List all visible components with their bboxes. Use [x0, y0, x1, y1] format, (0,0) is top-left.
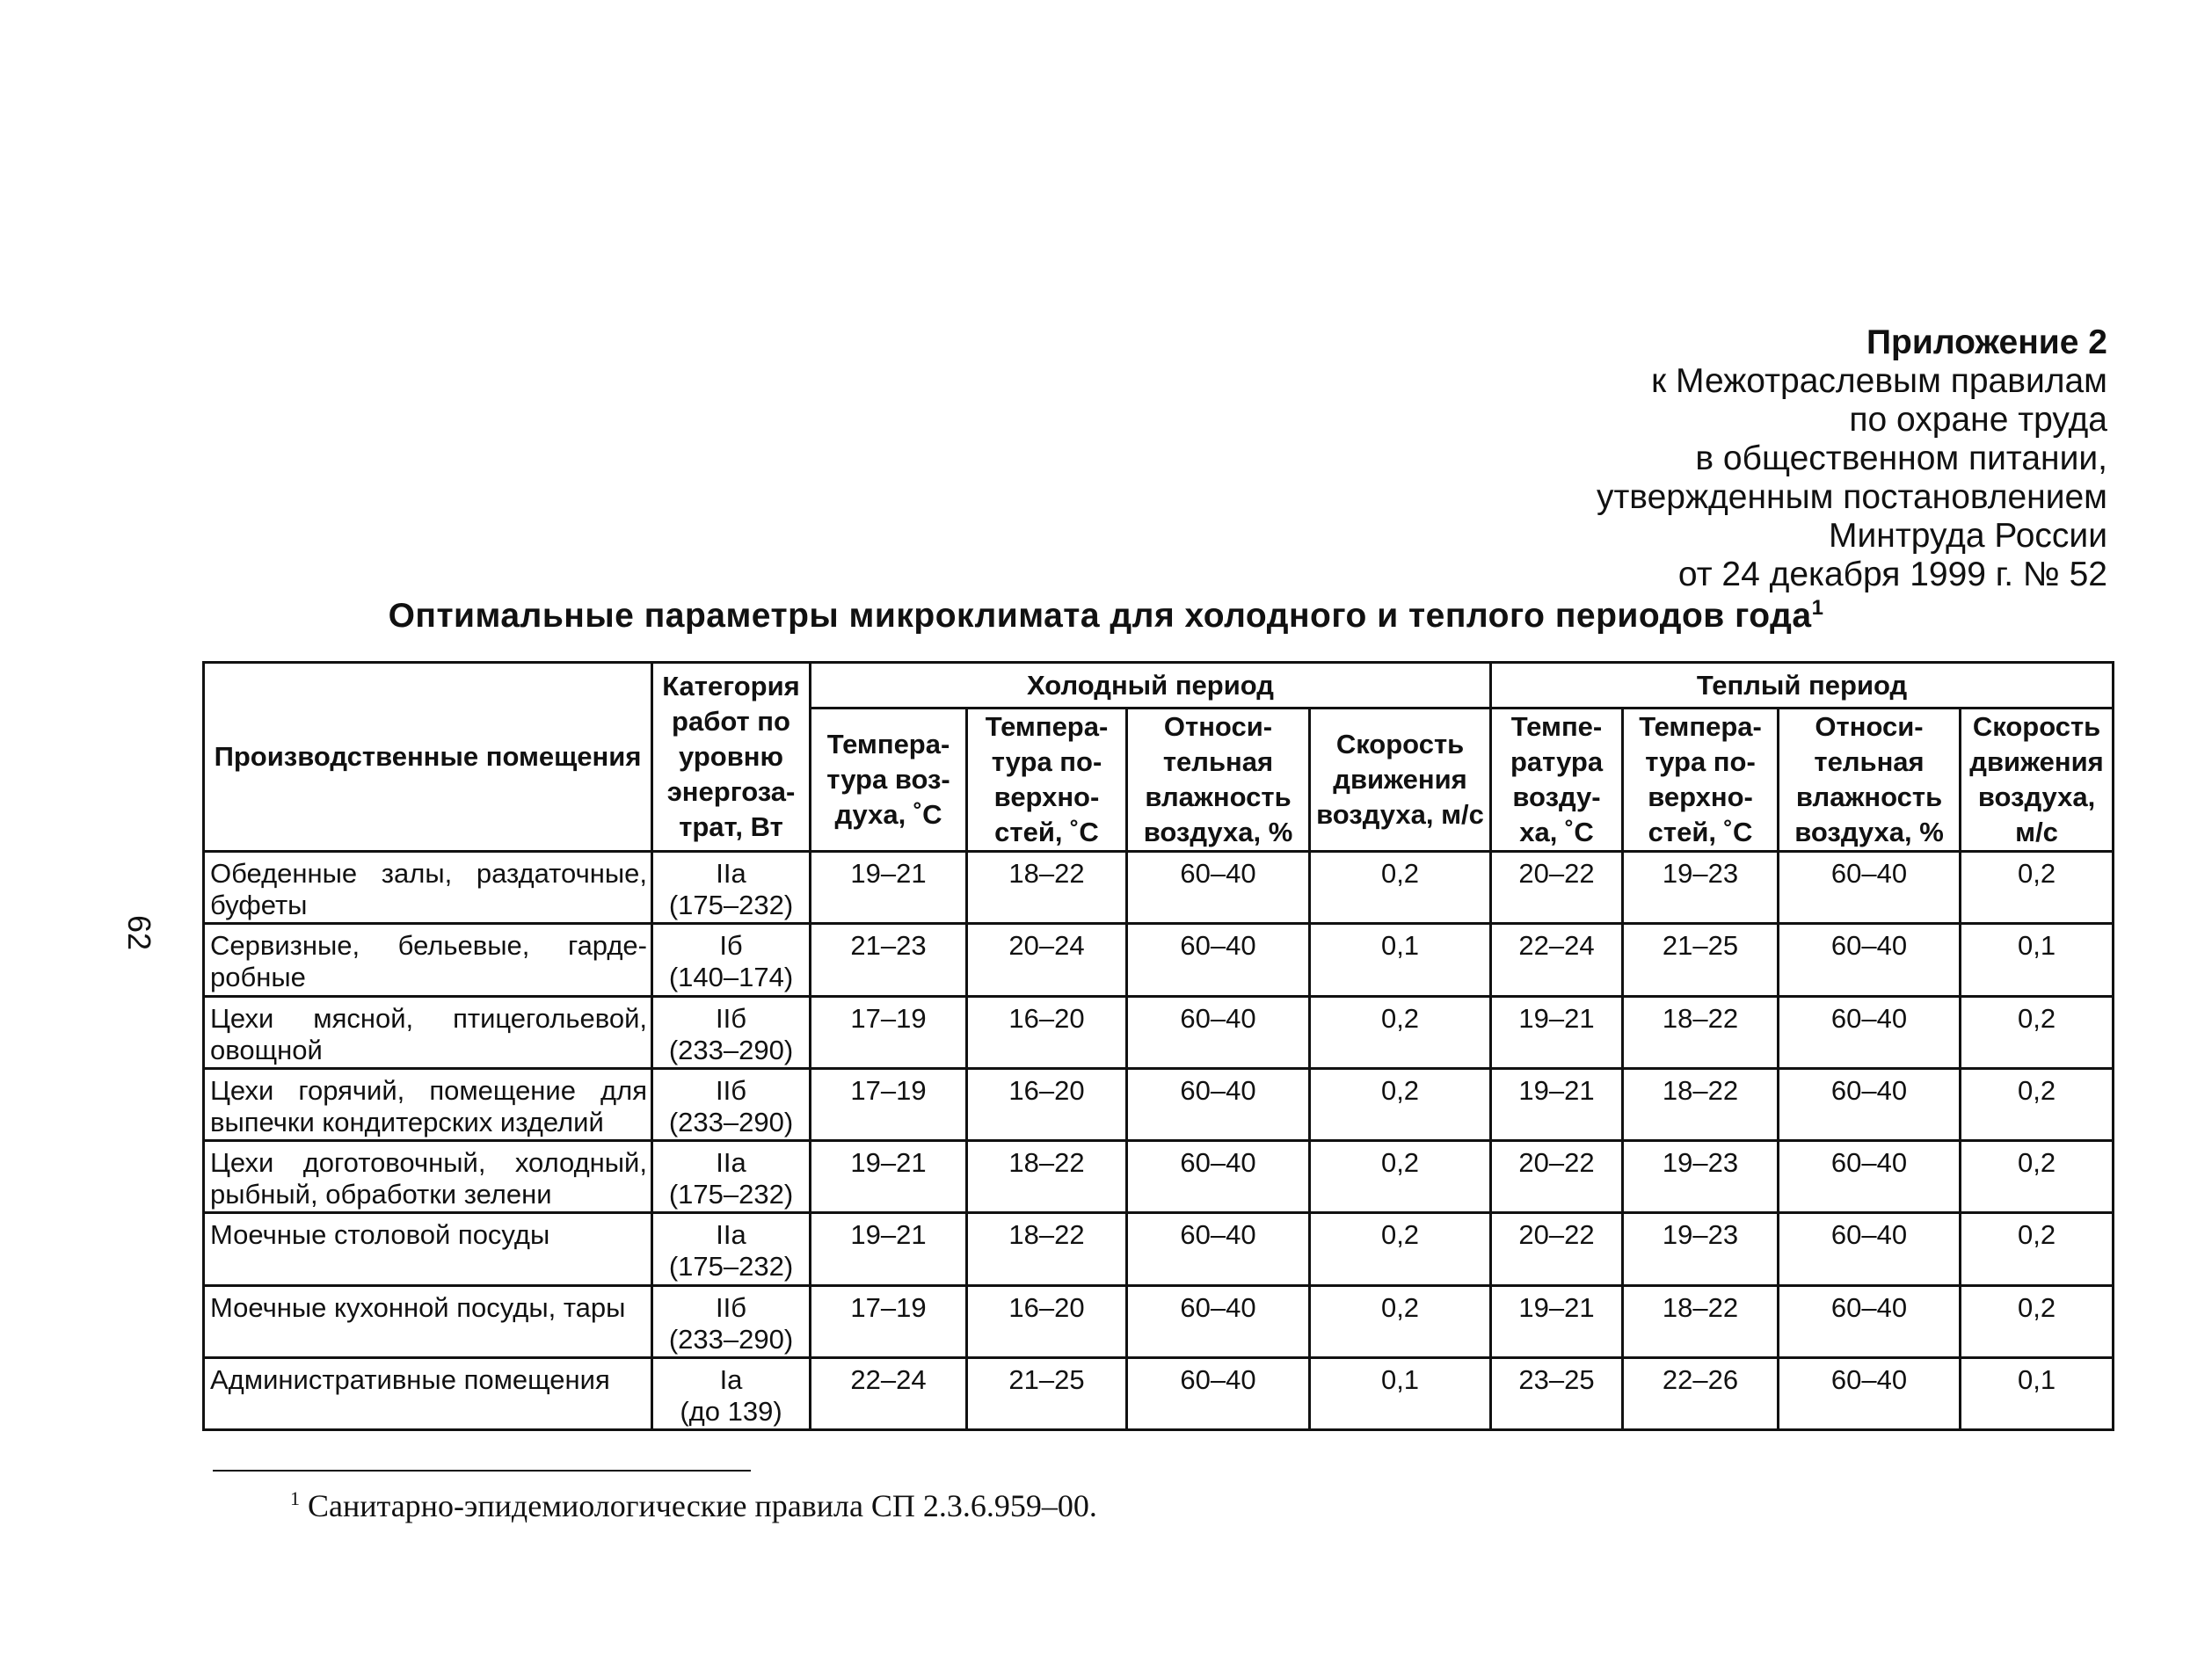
- warm-air-temp-cell-text: 23–25: [1518, 1363, 1595, 1395]
- room-cell-text: Административные помещения: [210, 1363, 610, 1395]
- cold-surface-temp-cell-text: 20–24: [1008, 930, 1085, 962]
- category-cell: [652, 1285, 811, 1357]
- category-cell: [652, 1068, 811, 1140]
- table-row: [204, 924, 2114, 996]
- warm-humidity-cell: [1779, 1285, 1961, 1357]
- category-code: IIб: [716, 1291, 746, 1323]
- cold-air-temp-cell-text: 17–19: [850, 1291, 927, 1323]
- warm-humidity-cell: [1779, 1357, 1961, 1429]
- category-code: IIб: [716, 1074, 746, 1106]
- category-code: Iб: [719, 930, 743, 962]
- room-cell: [204, 1285, 652, 1357]
- warm-humidity-cell: [1779, 1141, 1961, 1213]
- category-range: (233–290): [668, 1106, 794, 1137]
- category-range: (175–232): [668, 890, 794, 920]
- cold-surface-temp-cell: [967, 1357, 1127, 1429]
- warm-air-speed-cell-text: 0,2: [2017, 1074, 2056, 1106]
- warm-surface-temp-cell: [1623, 1357, 1779, 1429]
- cold-surface-temp-cell: [967, 1213, 1127, 1285]
- room-cell-text: Сервизные, бельевые, гарде-робные: [210, 930, 647, 993]
- warm-surface-temp-cell: [1623, 1213, 1779, 1285]
- cold-surface-temp-cell-text: 18–22: [1008, 1219, 1085, 1251]
- warm-surface-temp-cell: [1623, 996, 1779, 1068]
- table-row: [204, 1213, 2114, 1285]
- footnote-text: Санитарно-эпидемиологические правила СП 2.3.6.959–00.: [308, 1488, 1097, 1523]
- footnote: [290, 1487, 1097, 1524]
- warm-air-speed-cell: [1961, 1285, 2114, 1357]
- warm-surface-temp-cell-text: 18–22: [1662, 1291, 1739, 1323]
- cold-air-speed-cell-text: 0,2: [1380, 1291, 1420, 1323]
- cold-air-speed-cell: [1310, 1357, 1491, 1429]
- cold-surface-temp-cell: [967, 1285, 1127, 1357]
- cold-humidity-cell-text: 60–40: [1180, 930, 1256, 962]
- warm-surface-temp-cell-text: 19–23: [1662, 1219, 1739, 1251]
- cold-surface-temp-cell-text: 16–20: [1008, 1074, 1085, 1106]
- cold-air-speed-cell: [1310, 1285, 1491, 1357]
- category-cell: [652, 924, 811, 996]
- microclimate-table: [202, 661, 2114, 1431]
- room-cell-text: Цехи мясной, птицегольевой, овощной: [210, 1002, 647, 1065]
- category-cell: [652, 1213, 811, 1285]
- cold-surface-temp-cell: [967, 1068, 1127, 1140]
- warm-air-speed-cell-text: 0,2: [2017, 1291, 2056, 1323]
- cold-air-speed-cell-text: 0,2: [1380, 858, 1420, 889]
- warm-surface-temp-cell-text: 21–25: [1662, 930, 1739, 962]
- cold-air-temp-cell: [811, 924, 967, 996]
- header-warm-humidity: Относи-тельная влажность воздуха, %: [1779, 709, 1961, 852]
- cold-humidity-cell: [1127, 1141, 1310, 1213]
- warm-air-speed-cell-text: 0,2: [2017, 858, 2056, 889]
- warm-surface-temp-cell-text: 19–23: [1662, 858, 1739, 889]
- warm-air-temp-cell: [1491, 852, 1623, 924]
- cold-air-speed-cell: [1310, 924, 1491, 996]
- cold-air-temp-cell-text: 19–21: [850, 858, 927, 889]
- warm-air-temp-cell: [1491, 1068, 1623, 1140]
- cold-air-speed-cell-text: 0,2: [1380, 1002, 1420, 1034]
- warm-humidity-cell-text: 60–40: [1830, 1363, 1908, 1395]
- cold-air-speed-cell-text: 0,2: [1380, 1074, 1420, 1106]
- header-cold-air-speed: Скорость движения воздуха, м/с: [1310, 709, 1491, 852]
- cold-humidity-cell-text: 60–40: [1180, 1147, 1256, 1178]
- cold-air-speed-cell: [1310, 1068, 1491, 1140]
- warm-air-temp-cell-text: 19–21: [1518, 1002, 1595, 1034]
- warm-air-temp-cell-text: 20–22: [1518, 1147, 1595, 1178]
- cold-humidity-cell-text: 60–40: [1180, 858, 1256, 889]
- cold-air-temp-cell-text: 17–19: [850, 1002, 927, 1034]
- warm-humidity-cell: [1779, 924, 1961, 996]
- warm-surface-temp-cell-text: 19–23: [1662, 1147, 1739, 1178]
- room-cell: [204, 996, 652, 1068]
- warm-air-speed-cell-text: 0,1: [2017, 1363, 2056, 1395]
- cold-air-temp-cell: [811, 1141, 967, 1213]
- cold-humidity-cell-text: 60–40: [1180, 1002, 1256, 1034]
- header-cold-humidity: Относи-тельная влажность воздуха, %: [1127, 709, 1310, 852]
- warm-humidity-cell-text: 60–40: [1830, 1074, 1908, 1106]
- header-cold-period: Холодный период: [811, 663, 1491, 709]
- warm-humidity-cell-text: 60–40: [1830, 1147, 1908, 1178]
- cold-humidity-cell-text: 60–40: [1180, 1074, 1256, 1106]
- warm-air-temp-cell-text: 22–24: [1518, 930, 1595, 962]
- cold-surface-temp-cell-text: 18–22: [1008, 858, 1085, 889]
- header-rooms: Производственные помещения: [204, 663, 652, 852]
- table-row: [204, 1357, 2114, 1429]
- warm-air-speed-cell: [1961, 1213, 2114, 1285]
- cold-air-temp-cell-text: 21–23: [850, 930, 927, 962]
- warm-air-speed-cell: [1961, 1068, 2114, 1140]
- table-row: [204, 852, 2114, 924]
- cold-air-temp-cell: [811, 852, 967, 924]
- appendix-block: [1316, 323, 2107, 594]
- warm-air-temp-cell: [1491, 924, 1623, 996]
- warm-air-speed-cell: [1961, 924, 2114, 996]
- category-cell: [652, 852, 811, 924]
- room-cell-text: Моечные кухонной посуды, тары: [210, 1291, 626, 1323]
- footnote-divider: [213, 1470, 751, 1472]
- warm-surface-temp-cell: [1623, 924, 1779, 996]
- category-code: IIа: [716, 858, 746, 889]
- room-cell: [204, 1213, 652, 1285]
- cold-air-speed-cell-text: 0,2: [1380, 1147, 1420, 1178]
- cold-air-temp-cell-text: 19–21: [850, 1147, 927, 1178]
- appendix-line: по охране труда: [1849, 401, 2107, 439]
- appendix-line: Минтруда России: [1829, 517, 2107, 555]
- page-number: 62: [121, 914, 158, 951]
- cold-humidity-cell: [1127, 1357, 1310, 1429]
- warm-surface-temp-cell: [1623, 1068, 1779, 1140]
- warm-air-temp-cell: [1491, 1141, 1623, 1213]
- appendix-line: от 24 декабря 1999 г. № 52: [1677, 556, 2107, 593]
- cold-humidity-cell-text: 60–40: [1180, 1219, 1256, 1251]
- table-title-text: Оптимальные параметры микроклимата для холодного и теплого периодов года: [388, 597, 1812, 635]
- warm-air-speed-cell-text: 0,1: [2017, 930, 2056, 962]
- warm-surface-temp-cell: [1623, 852, 1779, 924]
- category-code: IIб: [716, 1002, 746, 1034]
- cold-surface-temp-cell-text: 21–25: [1008, 1363, 1085, 1395]
- table-row: [204, 1285, 2114, 1357]
- footnote-number: 1: [290, 1487, 300, 1509]
- cold-surface-temp-cell-text: 18–22: [1008, 1147, 1085, 1178]
- cold-surface-temp-cell-text: 16–20: [1008, 1002, 1085, 1034]
- warm-air-speed-cell-text: 0,2: [2017, 1147, 2056, 1178]
- cold-air-speed-cell-text: 0,2: [1380, 1219, 1420, 1251]
- category-cell: [652, 996, 811, 1068]
- table-row: [204, 996, 2114, 1068]
- room-cell: [204, 1357, 652, 1429]
- header-warm-air-speed: Скорость движения воздуха, м/с: [1961, 709, 2114, 852]
- cold-humidity-cell: [1127, 1068, 1310, 1140]
- category-cell: [652, 1357, 811, 1429]
- room-cell: [204, 1141, 652, 1213]
- table-row: [204, 1068, 2114, 1140]
- appendix-line: в общественном питании,: [1695, 440, 2107, 477]
- cold-air-speed-cell: [1310, 1141, 1491, 1213]
- room-cell-text: Цехи горячий, помещение для выпечки кондитерских изделий: [210, 1074, 647, 1137]
- warm-surface-temp-cell: [1623, 1285, 1779, 1357]
- category-range: (до 139): [680, 1395, 782, 1427]
- room-cell-text: Цехи доготовочный, холодный, рыбный, обработки зелени: [210, 1147, 647, 1210]
- warm-humidity-cell-text: 60–40: [1830, 1219, 1908, 1251]
- warm-air-speed-cell: [1961, 852, 2114, 924]
- warm-humidity-cell: [1779, 1213, 1961, 1285]
- cold-surface-temp-cell: [967, 996, 1127, 1068]
- warm-air-speed-cell-text: 0,2: [2017, 1002, 2056, 1034]
- header-warm-surface-temp: Темпера-тура по-верхно-стей, ˚С: [1623, 709, 1779, 852]
- room-cell-text: Моечные столовой посуды: [210, 1219, 550, 1251]
- warm-air-temp-cell-text: 19–21: [1518, 1291, 1595, 1323]
- warm-air-speed-cell: [1961, 1357, 2114, 1429]
- cold-humidity-cell-text: 60–40: [1180, 1291, 1256, 1323]
- header-category: Категория работ по уровню энергоза-трат, Вт: [652, 663, 811, 852]
- cold-air-temp-cell: [811, 996, 967, 1068]
- room-cell: [204, 852, 652, 924]
- warm-humidity-cell-text: 60–40: [1830, 858, 1908, 889]
- category-range: (140–174): [668, 962, 794, 993]
- cold-air-temp-cell: [811, 1357, 967, 1429]
- warm-air-temp-cell: [1491, 1357, 1623, 1429]
- table-title: [0, 596, 2212, 636]
- cold-air-speed-cell: [1310, 1213, 1491, 1285]
- cold-humidity-cell: [1127, 1285, 1310, 1357]
- category-code: IIа: [716, 1147, 746, 1178]
- cold-air-temp-cell-text: 19–21: [850, 1219, 927, 1251]
- appendix-line: утвержденным постановлением: [1596, 478, 2107, 516]
- warm-air-speed-cell: [1961, 1141, 2114, 1213]
- warm-air-temp-cell: [1491, 1285, 1623, 1357]
- warm-humidity-cell-text: 60–40: [1830, 930, 1908, 962]
- warm-humidity-cell: [1779, 996, 1961, 1068]
- cold-air-temp-cell: [811, 1213, 967, 1285]
- warm-air-temp-cell-text: 20–22: [1518, 1219, 1595, 1251]
- warm-humidity-cell: [1779, 1068, 1961, 1140]
- category-range: (233–290): [668, 1323, 794, 1355]
- category-code: IIа: [716, 1219, 746, 1251]
- warm-air-temp-cell: [1491, 996, 1623, 1068]
- room-cell-text: Обеденные залы, раздаточные, буфеты: [210, 858, 647, 920]
- room-cell: [204, 1068, 652, 1140]
- warm-humidity-cell: [1779, 852, 1961, 924]
- warm-surface-temp-cell-text: 18–22: [1662, 1002, 1739, 1034]
- header-warm-air-temp: Темпе-ратура возду-ха, ˚С: [1491, 709, 1623, 852]
- cold-surface-temp-cell: [967, 924, 1127, 996]
- cold-surface-temp-cell-text: 16–20: [1008, 1291, 1085, 1323]
- cold-air-speed-cell: [1310, 852, 1491, 924]
- cold-humidity-cell: [1127, 996, 1310, 1068]
- appendix-line: к Межотраслевым правилам: [1651, 362, 2107, 400]
- category-cell: [652, 1141, 811, 1213]
- warm-air-temp-cell-text: 20–22: [1518, 858, 1595, 889]
- cold-air-speed-cell: [1310, 996, 1491, 1068]
- header-cold-air-temp: Темпера-тура воз-духа, ˚С: [811, 709, 967, 852]
- cold-surface-temp-cell: [967, 1141, 1127, 1213]
- category-code: Iа: [719, 1363, 743, 1395]
- cold-air-temp-cell: [811, 1068, 967, 1140]
- warm-humidity-cell-text: 60–40: [1830, 1002, 1908, 1034]
- cold-humidity-cell: [1127, 1213, 1310, 1285]
- cold-humidity-cell-text: 60–40: [1180, 1363, 1256, 1395]
- warm-air-temp-cell-text: 19–21: [1518, 1074, 1595, 1106]
- warm-surface-temp-cell: [1623, 1141, 1779, 1213]
- cold-air-speed-cell-text: 0,1: [1380, 1363, 1420, 1395]
- cold-surface-temp-cell: [967, 852, 1127, 924]
- table-row: [204, 1141, 2114, 1213]
- warm-air-speed-cell-text: 0,2: [2017, 1219, 2056, 1251]
- cold-humidity-cell: [1127, 852, 1310, 924]
- warm-humidity-cell-text: 60–40: [1830, 1291, 1908, 1323]
- warm-surface-temp-cell-text: 18–22: [1662, 1074, 1739, 1106]
- appendix-title: Приложение 2: [1866, 323, 2107, 361]
- cold-air-temp-cell-text: 22–24: [850, 1363, 927, 1395]
- category-range: (175–232): [668, 1251, 794, 1283]
- footnote-mark: 1: [1811, 596, 1824, 620]
- warm-air-temp-cell: [1491, 1213, 1623, 1285]
- room-cell: [204, 924, 652, 996]
- cold-humidity-cell: [1127, 924, 1310, 996]
- cold-air-temp-cell-text: 17–19: [850, 1074, 927, 1106]
- header-cold-surface-temp: Темпера-тура по-верхно-стей, ˚С: [967, 709, 1127, 852]
- header-warm-period: Теплый период: [1491, 663, 2114, 709]
- cold-air-temp-cell: [811, 1285, 967, 1357]
- warm-air-speed-cell: [1961, 996, 2114, 1068]
- cold-air-speed-cell-text: 0,1: [1380, 930, 1420, 962]
- category-range: (175–232): [668, 1179, 794, 1210]
- warm-surface-temp-cell-text: 22–26: [1662, 1363, 1739, 1395]
- category-range: (233–290): [668, 1034, 794, 1065]
